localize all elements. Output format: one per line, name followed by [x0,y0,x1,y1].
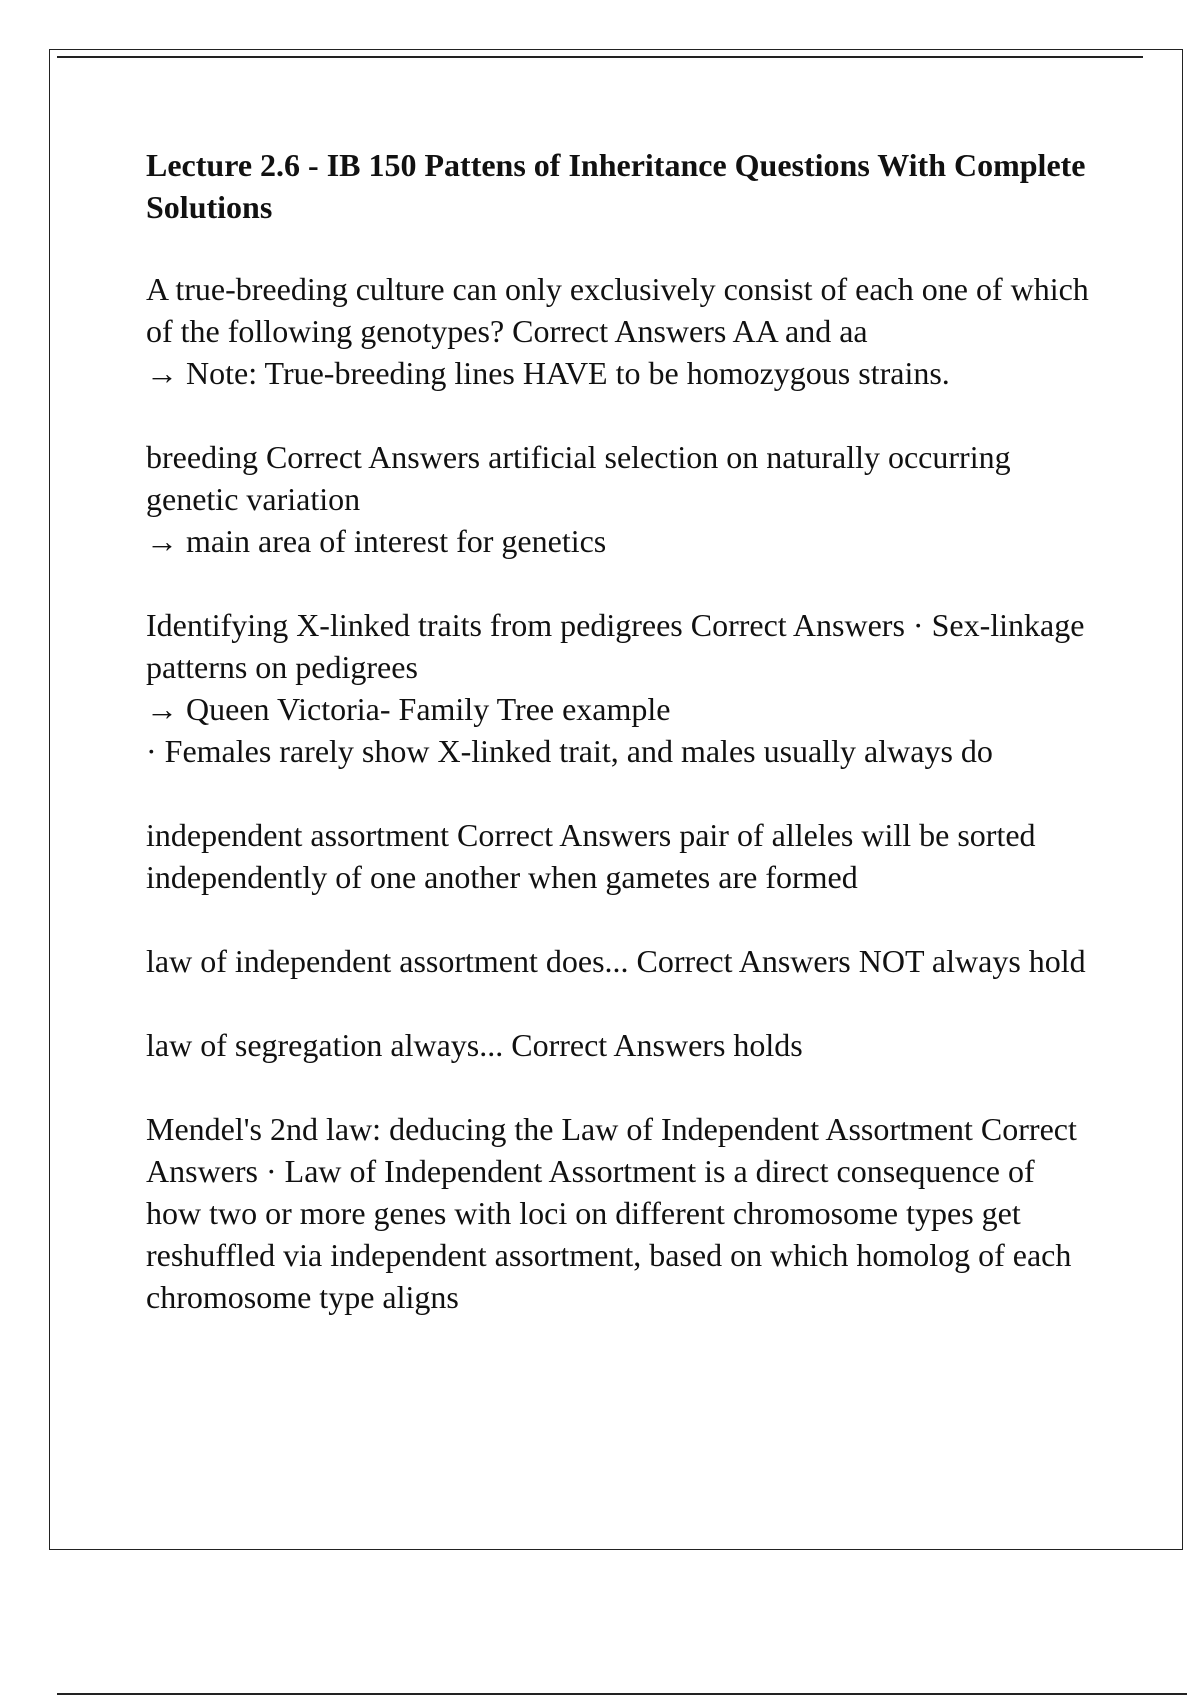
qa-line: law of segregation always... Correct Answers holds [146,1027,803,1063]
top-rule [57,56,1143,58]
qa-note: → Queen Victoria- Family Tree example [146,691,671,727]
qa-line: breeding Correct Answers artificial selection on naturally occurring genetic variation [146,439,1011,517]
qa-note: · Females rarely show X-linked trait, and males usually always do [146,733,993,769]
qa-line: A true-breeding culture can only exclusively consist of each one of which of the following genotypes? Correct Answers AA and aa [146,271,1089,349]
qa-item-true-breeding [146,268,1096,394]
document-title: Lecture 2.6 - IB 150 Pattens of Inheritance Questions With Complete Solutions [146,147,1086,225]
qa-line: independent assortment Correct Answers pair of alleles will be sorted independently of one another when gametes are formed [146,817,1036,895]
qa-note: → Note: True-breeding lines HAVE to be homozygous strains. [146,355,950,391]
qa-note: → main area of interest for genetics [146,523,607,559]
qa-item-breeding [146,436,1096,562]
document-content [146,144,1096,1360]
qa-line: Mendel's 2nd law: deducing the Law of Independent Assortment Correct Answers · Law of Independent Assortment is a direct consequence of how two or more genes with loci on different chromosome types get reshuffled via independent assortment, based on which homolog of each chromosome type aligns [146,1111,1077,1315]
qa-item-law-segregation [146,1024,1096,1066]
qa-item-mendels-second-law [146,1108,1096,1318]
qa-item-law-independent-assortment [146,940,1096,982]
bottom-rule [57,1693,1187,1695]
qa-line: law of independent assortment does... Correct Answers NOT always hold [146,943,1086,979]
qa-item-x-linked [146,604,1096,772]
qa-line: Identifying X-linked traits from pedigrees Correct Answers · Sex-linkage patterns on pedigrees [146,607,1085,685]
qa-item-independent-assortment [146,814,1096,898]
